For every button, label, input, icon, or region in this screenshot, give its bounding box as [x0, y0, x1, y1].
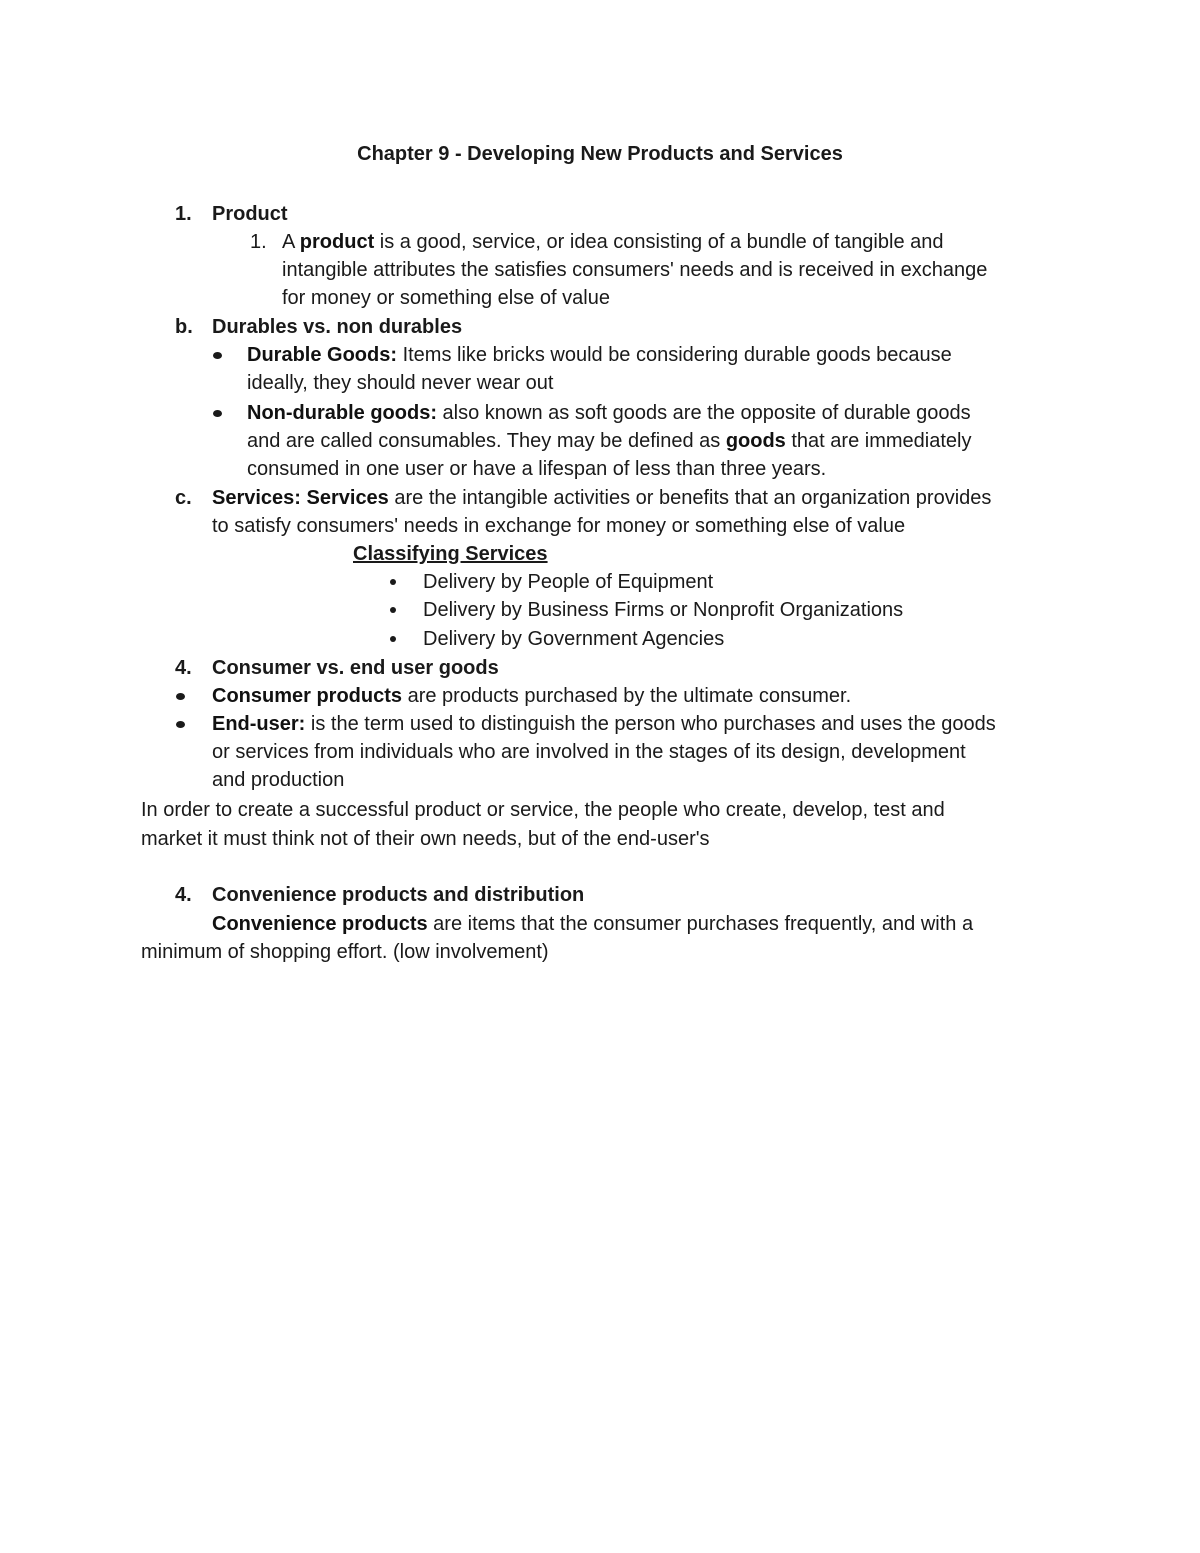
nondurable-goods-line1: Non-durable goods: also known as soft goods are the opposite of durable goods [247, 402, 971, 424]
page-title: Chapter 9 - Developing New Products and Services [357, 143, 843, 165]
product-definition-line1: A product is a good, service, or idea consisting of a bundle of tangible and [282, 231, 944, 253]
end-user-line1: End-user: is the term used to distinguish the person who purchases and uses the goods [212, 713, 996, 735]
consumer-products-line: Consumer products are products purchased by the ultimate consumer. [212, 685, 852, 707]
list-item: Delivery by People of Equipment [423, 571, 714, 593]
list-marker: 1. [175, 203, 192, 225]
durable-goods-line2: ideally, they should never wear out [247, 372, 554, 394]
bullet-icon [176, 721, 185, 728]
paragraph-line1: In order to create a successful product or service, the people who create, develop, test and [141, 799, 945, 821]
nondurable-goods-line3: consumed in one user or have a lifespan of less than three years. [247, 458, 827, 480]
convenience-line2: minimum of shopping effort. (low involvement) [141, 941, 549, 963]
list-marker: 4. [175, 657, 192, 679]
bullet-icon [390, 607, 396, 613]
classifying-services-heading: Classifying Services [353, 543, 548, 565]
services-line2: to satisfy consumers' needs in exchange for money or something else of value [212, 515, 906, 537]
bullet-icon [213, 410, 222, 417]
product-definition-line2: intangible attributes the satisfies consumers' needs and is received in exchange [282, 259, 988, 281]
list-item: Delivery by Government Agencies [423, 628, 725, 650]
list-item: Delivery by Business Firms or Nonprofit Organizations [423, 599, 904, 621]
bullet-icon [213, 352, 222, 359]
sublist-marker: 1. [250, 231, 267, 253]
end-user-line3: and production [212, 769, 345, 791]
paragraph-line2: market it must think not of their own needs, but of the end-user's [141, 828, 710, 850]
section-heading-product: Product [212, 203, 288, 225]
section-heading-convenience: Convenience products and distribution [212, 884, 585, 906]
bullet-icon [390, 636, 396, 642]
list-marker: b. [175, 316, 193, 338]
durable-goods-line1: Durable Goods: Items like bricks would be considering durable goods because [247, 344, 952, 366]
bullet-icon [390, 579, 396, 585]
list-marker: 4. [175, 884, 192, 906]
product-definition-line3: for money or something else of value [282, 287, 610, 309]
list-marker: c. [175, 487, 192, 509]
convenience-line1: Convenience products are items that the consumer purchases frequently, and with a [212, 913, 974, 935]
services-line1: Services: Services are the intangible activities or benefits that an organization provides [212, 487, 992, 509]
section-heading-durables: Durables vs. non durables [212, 316, 463, 338]
nondurable-goods-line2: and are called consumables. They may be defined as goods that are immediately [247, 430, 972, 452]
bullet-icon [176, 693, 185, 700]
section-heading-consumer: Consumer vs. end user goods [212, 657, 499, 679]
end-user-line2: or services from individuals who are involved in the stages of its design, development [212, 741, 966, 763]
